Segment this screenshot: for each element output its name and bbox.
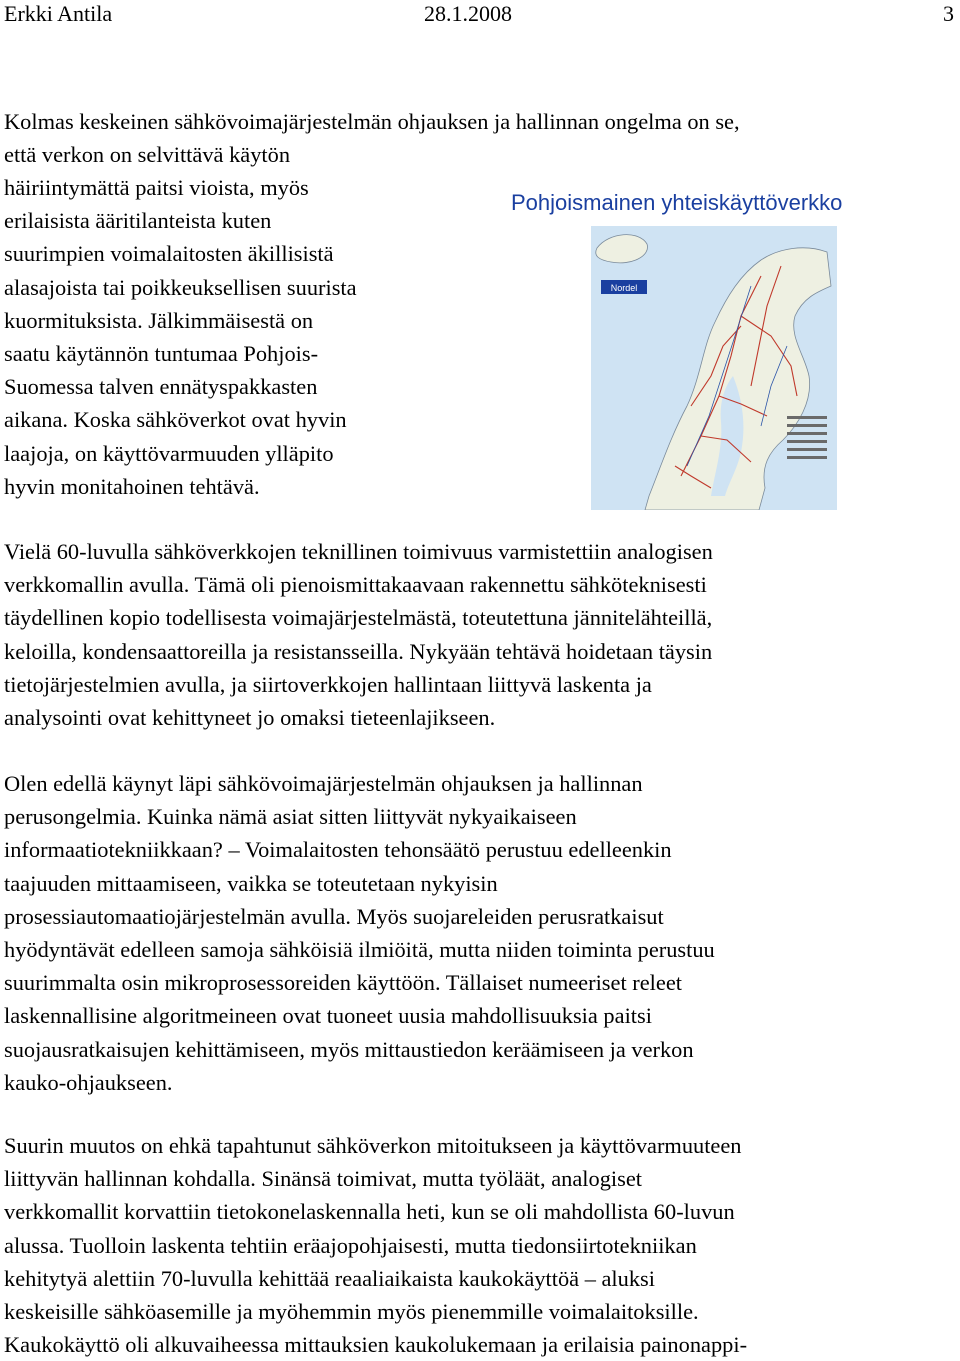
figure-title: Pohjoismainen yhteiskäyttöverkko — [511, 190, 843, 215]
text-line: laskennallisine algoritmeineen ovat tuoneet uusia mahdollisuuksia paitsi — [4, 1003, 652, 1029]
text-line: kauko-ohjaukseen. — [4, 1069, 173, 1095]
text-line: keloilla, kondensaattoreilla ja resistansseilla. Nykyään tehtävä hoidetaan täysin — [4, 638, 713, 664]
paragraph-4 — [4, 1129, 954, 1361]
text-line: Suomessa talven ennätyspakkasten — [4, 374, 318, 400]
text-line: alasajoista tai poikkeuksellisen suurista — [4, 274, 357, 300]
paragraph-3 — [4, 767, 954, 1099]
map-logo-text: Nordel — [610, 283, 638, 293]
page-header — [4, 0, 954, 30]
text-line: että verkon on selvittävä käytön — [4, 142, 291, 168]
text-line: erilaisista ääritilanteista kuten — [4, 208, 272, 234]
text-line: suojausratkaisujen kehittämiseen, myös mittaustiedon keräämiseen ja verkon — [4, 1036, 694, 1062]
paragraph-2 — [4, 535, 954, 734]
text-line: liittyvän hallinnan kohdalla. Sinänsä toimivat, mutta työläät, analogiset — [4, 1166, 643, 1192]
text-line: aikana. Koska sähköverkot ovat hyvin — [4, 407, 347, 433]
text-line: alussa. Tuolloin laskenta tehtiin eräajopohjaisesti, mutta tiedonsiirtotekniikan — [4, 1232, 697, 1258]
text-line: laajoja, on käyttövarmuuden ylläpito — [4, 440, 334, 466]
text-line: tietojärjestelmien avulla, ja siirtoverkkojen hallintaan liittyvä laskenta ja — [4, 671, 652, 697]
text-line: täydellinen kopio todellisesta voimajärjestelmästä, toteutettuna jännitelähteillä, — [4, 605, 713, 631]
text-line: suurimpien voimalaitosten äkillisistä — [4, 241, 334, 267]
text-line: verkkomallin avulla. Tämä oli pienoismittakaavaan rakennettu sähköteknisesti — [4, 572, 707, 598]
text-line: saatu käytännön tuntumaa Pohjois- — [4, 341, 319, 367]
nordic-grid-map — [591, 226, 837, 510]
text-line: hyvin monitahoinen tehtävä. — [4, 473, 260, 499]
text-line: keskeisille sähköasemille ja myöhemmin myös pienemmille voimalaitoksille. — [4, 1299, 699, 1325]
text-line: kehitytyä alettiin 70-luvulla kehittää reaaliaikaista kaukokäyttöä – aluksi — [4, 1265, 655, 1291]
text-line: Olen edellä käynyt läpi sähkövoimajärjestelmän ohjauksen ja hallinnan — [4, 771, 643, 796]
paragraph-1-wrapped — [4, 171, 504, 503]
text-line: Suurin muutos on ehkä tapahtunut sähköverkon mitoitukseen ja käyttövarmuuteen — [4, 1133, 742, 1158]
text-line: kuormituksista. Jälkimmäisestä on — [4, 307, 314, 333]
text-line: perusongelmia. Kuinka nämä asiat sitten liittyvät nykyaikaiseen — [4, 804, 577, 830]
header-date: 28.1.2008 — [424, 1, 512, 26]
header-page-number: 3 — [943, 1, 954, 26]
text-line: hyödyntävät edelleen samoja sähköisiä ilmiöitä, mutta niiden toiminta perustuu — [4, 937, 715, 963]
text-line: Kolmas keskeinen sähkövoimajärjestelmän ohjauksen ja hallinnan ongelma on se, — [4, 109, 740, 134]
header-author: Erkki Antila — [4, 1, 113, 26]
paragraph-1-full-width — [4, 105, 954, 171]
text-line: informaatiotekniikkaan? – Voimalaitosten tehonsäätö perustuu edelleenkin — [4, 837, 672, 863]
text-line: prosessiautomaatiojärjestelmän avulla. Myös suojareleiden perusratkaisut — [4, 903, 664, 929]
text-line: häiriintymättä paitsi vioista, myös — [4, 175, 309, 200]
text-line: analysointi ovat kehittyneet jo omaksi tieteenlajikseen. — [4, 705, 496, 731]
text-line: taajuuden mittaamiseen, vaikka se toteutetaan nykyisin — [4, 870, 498, 896]
text-line: Vielä 60-luvulla sähköverkkojen teknillinen toimivuus varmistettiin analogisen — [4, 539, 713, 564]
text-line: suurimmalta osin mikroprosessoreiden käyttöön. Tällaiset numeeriset releet — [4, 970, 682, 996]
text-line: Kaukokäyttö oli alkuvaiheessa mittauksien kaukolukemaan ja erilaisia painonappi- — [4, 1332, 748, 1358]
text-line: verkkomallit korvattiin tietokonelaskennalla heti, kun se oli mahdollista 60-luvun — [4, 1199, 735, 1225]
